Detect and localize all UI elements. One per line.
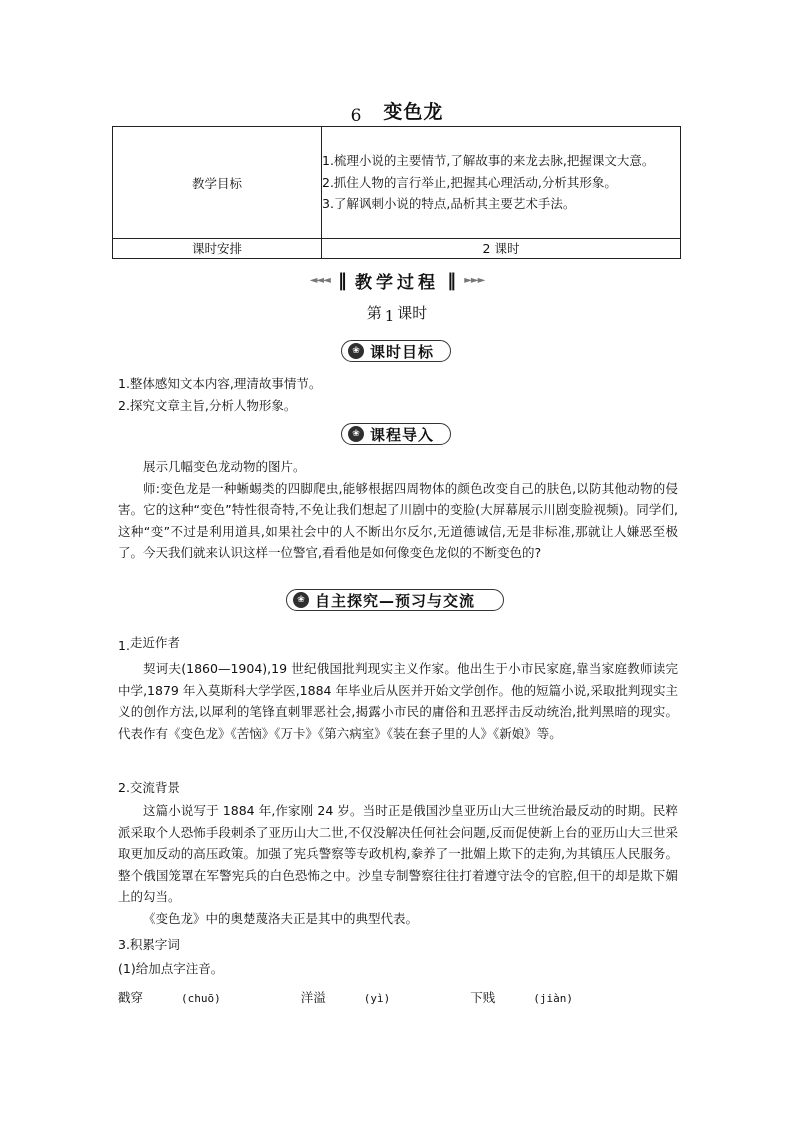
background-paragraph: 这篇小说写于 1884 年,作家刚 24 岁。当时正是俄国沙皇亚历山大三世统治最反动的时期。民粹派采取个人恐怖手段刺杀了亚历山大二世,不仅没解决任何社会问题,反而促使新上台的亚历山大三世采取更加反动的高压政策。加强了宪兵警察等专政机构,豢养了一批媚上欺下的走狗,为其镇压人民服务。整个俄国笼罩在军警宪兵的白色恐怖之中。沙皇专制警察往往打着遵守法令的官腔,但干的却是欺下媚上的勾当。	[118, 803, 678, 904]
intro-text	[118, 456, 678, 564]
pinyin-row	[118, 988, 649, 1006]
schedule-row	[113, 239, 681, 259]
background-paragraph: 《变色龙》中的奥楚蔑洛夫正是其中的典型代表。	[143, 910, 419, 926]
book-icon: ❀	[293, 592, 309, 608]
period-prefix: 第	[366, 304, 382, 322]
pinyin-word: 下贱	[470, 990, 496, 1005]
intro-badge-label: 课程导入	[370, 425, 435, 444]
author-paragraph: 契诃夫(1860—1904),19 世纪俄国批判现实主义作家。他出生于小市民家庭,靠当家庭教师读完中学,1879 年入莫斯科大学学医,1884 年毕业后从医并开始文学创作。他的短篇小说,采取批判现实主义的创作方法,以犀利的笔锋直刺罪恶社会,揭露小市民的庸俗和丑恶抨击反动统治,批判黑暗的现实。代表作有《变色龙》《苦恼》《万卡》《第六病室》《装在套子里的人》《新娘》等。	[118, 661, 678, 741]
goal-label-cell: 教学目标	[113, 127, 322, 239]
author-heading	[118, 633, 180, 651]
pinyin-item	[301, 988, 429, 1006]
author-text	[118, 658, 678, 744]
lesson-title	[0, 97, 794, 124]
vocab-heading: 3.积累字词	[118, 937, 180, 952]
left-arrows-icon: ◄◄◄	[309, 275, 330, 286]
pinyin-word: 戳穿	[118, 990, 144, 1005]
schedule-label-cell: 课时安排	[113, 239, 322, 259]
author-heading-text: 走近作者	[129, 635, 180, 650]
explore-badge	[286, 589, 504, 611]
process-header	[0, 268, 794, 293]
pinyin-word: 洋溢	[300, 990, 326, 1005]
objectives-badge	[341, 340, 451, 362]
intro-paragraph: 师:变色龙是一种蜥蜴类的四脚爬虫,能够根据四周物体的颜色改变自己的肤色,以防其他动物的侵害。它的这种“变色”特性很奇特,不免让我们想起了川剧中的变脸(大屏幕展示川剧变脸视频)。同学们,这种“变”不过是利用道具,如果社会中的人不断出尔反尔,无道德诚信,无是非标准,那就让人嫌恶至极了。今天我们就来认识这样一位警官,看看他是如何像变色龙似的不断变色的?	[118, 480, 678, 560]
goal-item: 3.了解讽刺小说的特点,品析其主要艺术手法。	[322, 196, 576, 212]
process-title: 教学过程	[355, 273, 439, 293]
intro-paragraph: 展示几幅变色龙动物的图片。	[143, 459, 306, 474]
goal-list-cell	[322, 127, 681, 239]
book-icon: ❀	[348, 343, 364, 359]
right-arrows-icon: ►►►	[464, 275, 485, 286]
vocab-subheading: (1)给加点字注音。	[118, 961, 224, 976]
lesson-title-text: 变色龙	[383, 101, 444, 123]
background-heading: 2.交流背景	[118, 780, 180, 795]
bar-divider-icon: ‖	[447, 270, 457, 291]
explore-badge-label: 自主探究—预习与交流	[315, 591, 476, 610]
intro-badge	[341, 423, 451, 445]
objectives-badge-label: 课时目标	[370, 342, 435, 361]
goal-item: 2.抓住人物的言行举止,把握其心理活动,分析其形象。	[322, 174, 617, 190]
goals-table	[112, 126, 681, 259]
period-suffix: 课时	[397, 304, 428, 322]
lesson-number: 6	[350, 106, 362, 126]
pinyin-item	[118, 988, 259, 1006]
pinyin-reading: (yì)	[363, 992, 391, 1005]
goal-item: 1.梳理小说的主要情节,了解故事的来龙去脉,把握课文大意。	[322, 153, 655, 169]
schedule-value-cell: 2 课时	[322, 239, 681, 259]
author-heading-number: 1.	[118, 638, 130, 653]
objective-item: 1.整体感知文本内容,理清故事情节。	[118, 376, 322, 391]
period-number: 1	[384, 307, 395, 325]
objective-item: 2.探究文章主旨,分析人物形象。	[118, 398, 297, 413]
goals-row	[113, 127, 681, 239]
period-header	[0, 302, 794, 323]
pinyin-item	[470, 988, 611, 1006]
pinyin-reading: (jiàn)	[533, 992, 574, 1005]
pinyin-reading: (chuō)	[181, 992, 221, 1005]
bar-divider-icon: ‖	[337, 270, 347, 291]
background-text	[118, 800, 678, 929]
book-icon: ❀	[348, 426, 364, 442]
